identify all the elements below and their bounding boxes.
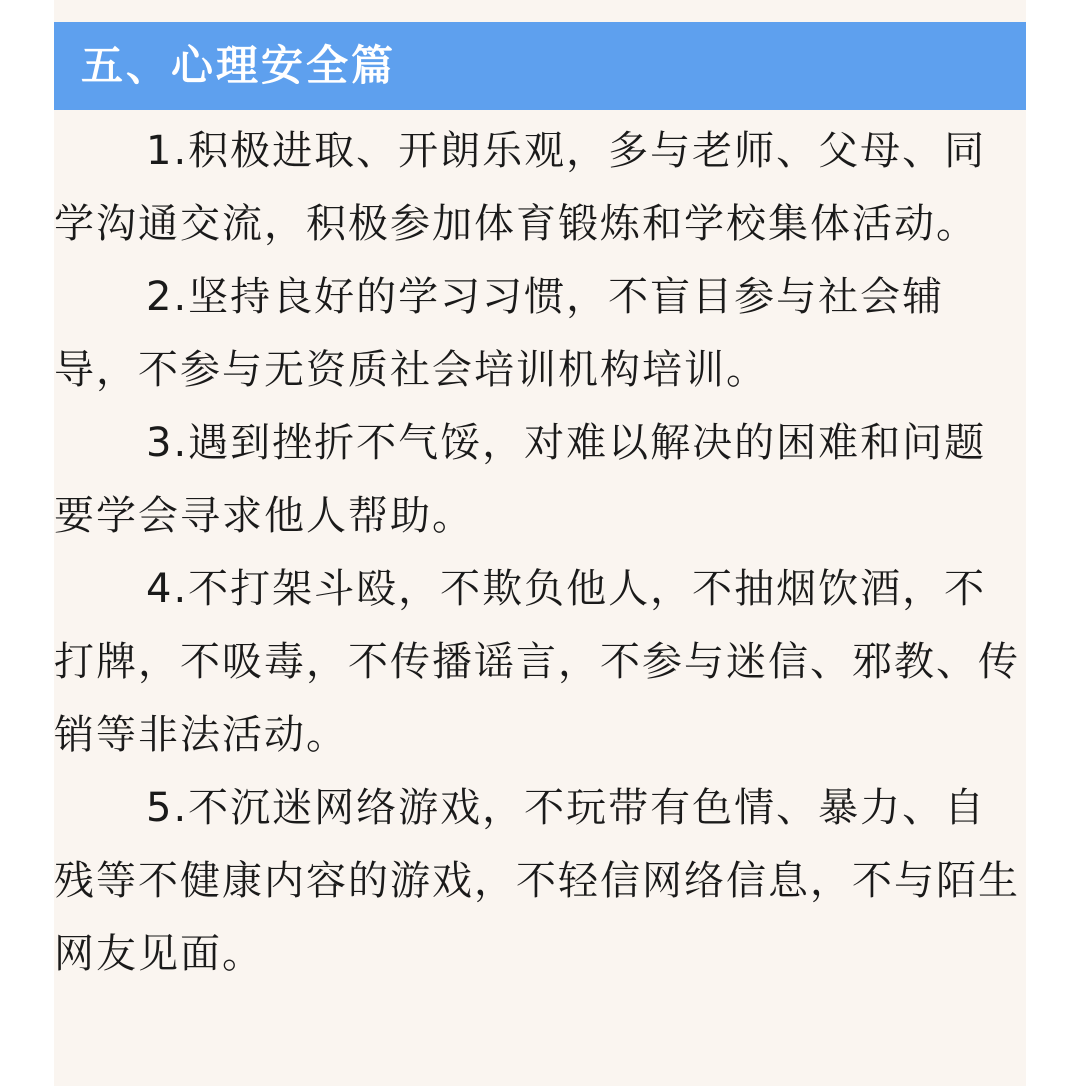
section-header-bar (54, 22, 1026, 110)
section-title: 五、心理安全篇 (81, 41, 397, 90)
paragraph-4: 4.不打架斗殴，不欺负他人，不抽烟饮酒，不打牌，不吸毒，不传播谣言，不参与迷信、邪教、传销等非法活动。 (54, 566, 1020, 758)
paragraph-3: 3.遇到挫折不气馁，对难以解决的困难和问题要学会寻求他人帮助。 (54, 420, 987, 539)
document-page (54, 0, 1026, 1086)
section-body (54, 115, 1026, 991)
paragraph-5: 5.不沉迷网络游戏，不玩带有色情、暴力、自残等不健康内容的游戏，不轻信网络信息，不与陌生网友见面。 (54, 785, 1020, 977)
paragraph-2: 2.坚持良好的学习习惯，不盲目参与社会辅导，不参与无资质社会培训机构培训。 (54, 274, 945, 393)
paragraph-1: 1.积极进取、开朗乐观，多与老师、父母、同学沟通交流，积极参加体育锻炼和学校集体活动。 (54, 128, 987, 247)
